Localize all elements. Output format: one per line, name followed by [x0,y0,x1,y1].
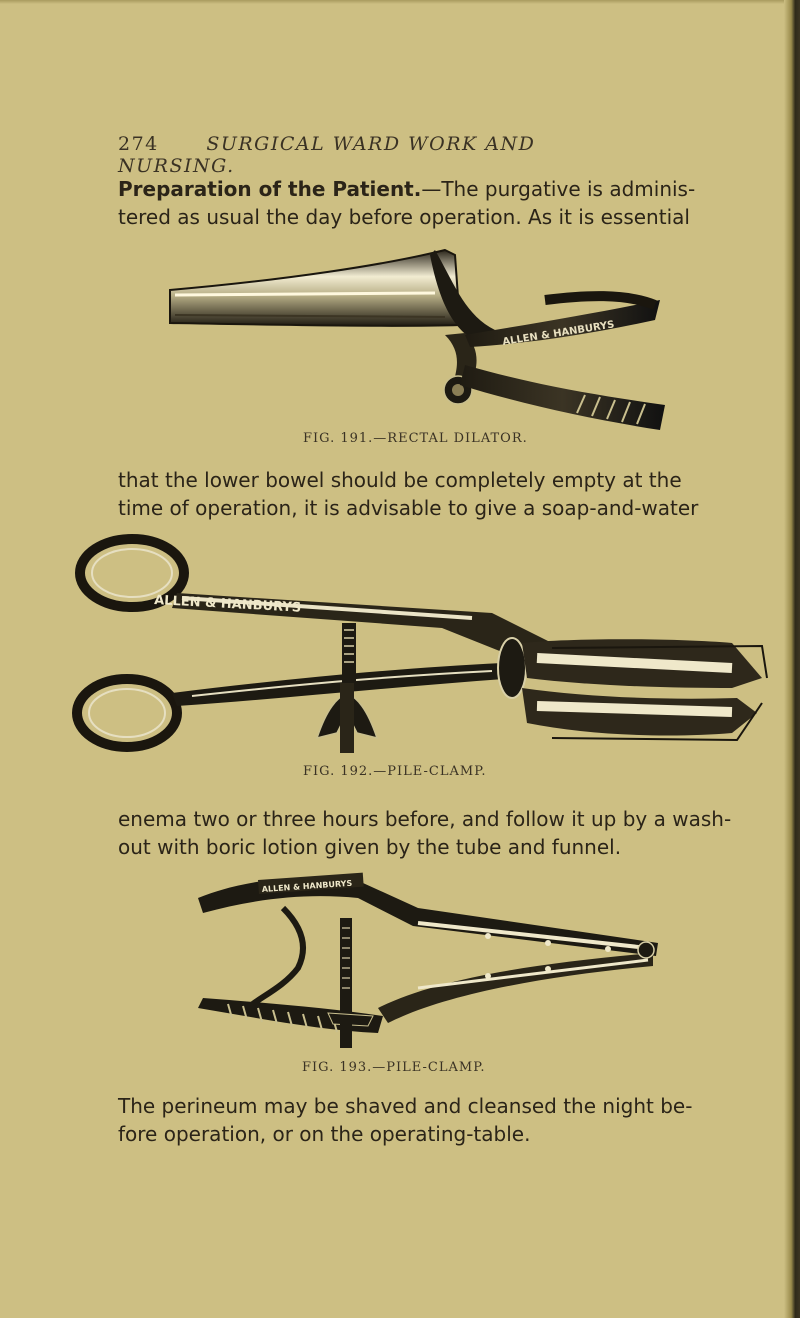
maker-mark: ALLEN & HANBURYS [153,593,302,616]
paragraph-text: out with boric lotion given by the tube and funnel. [118,835,622,859]
page-binding-edge [784,0,800,1318]
figure-caption: FIG. 193.—PILE-CLAMP. [302,1060,486,1075]
figure-rectal-dilator [165,245,675,435]
running-title: SURGICAL WARD WORK AND NURSING. [118,133,536,177]
figure-pile-clamp-193 [188,868,663,1053]
paragraph-text: —The purgative is adminis- [421,177,696,201]
paragraph-heading: Preparation of the Patient. [118,177,422,201]
maker-mark: ALLEN & HANBURYS [261,878,353,894]
figure-caption: FIG. 191.—RECTAL DILATOR. [303,431,528,446]
paragraph-text: tered as usual the day before operation. As it is essential [118,205,690,229]
figure-pile-clamp-192 [72,528,772,763]
maker-mark: ALLEN & HANBURYS [501,319,616,348]
running-head [118,133,638,177]
page-number: 274 [118,133,159,155]
paragraph-text: that the lower bowel should be completely empty at the [118,468,682,492]
figure-caption: FIG. 192.—PILE-CLAMP. [303,764,487,779]
paragraph-perineum [118,1092,738,1148]
paragraph-text: enema two or three hours before, and follow it up by a wash- [118,807,732,831]
paragraph-text: fore operation, or on the operating-table. [118,1122,531,1146]
paragraph-text: time of operation, it is advisable to give a soap-and-water [118,496,699,520]
paragraph-preparation [118,175,738,231]
paragraph-bowel [118,466,738,522]
paragraph-text: The perineum may be shaved and cleansed the night be- [118,1094,693,1118]
page-edge-top [0,0,800,4]
paragraph-enema [118,805,738,861]
